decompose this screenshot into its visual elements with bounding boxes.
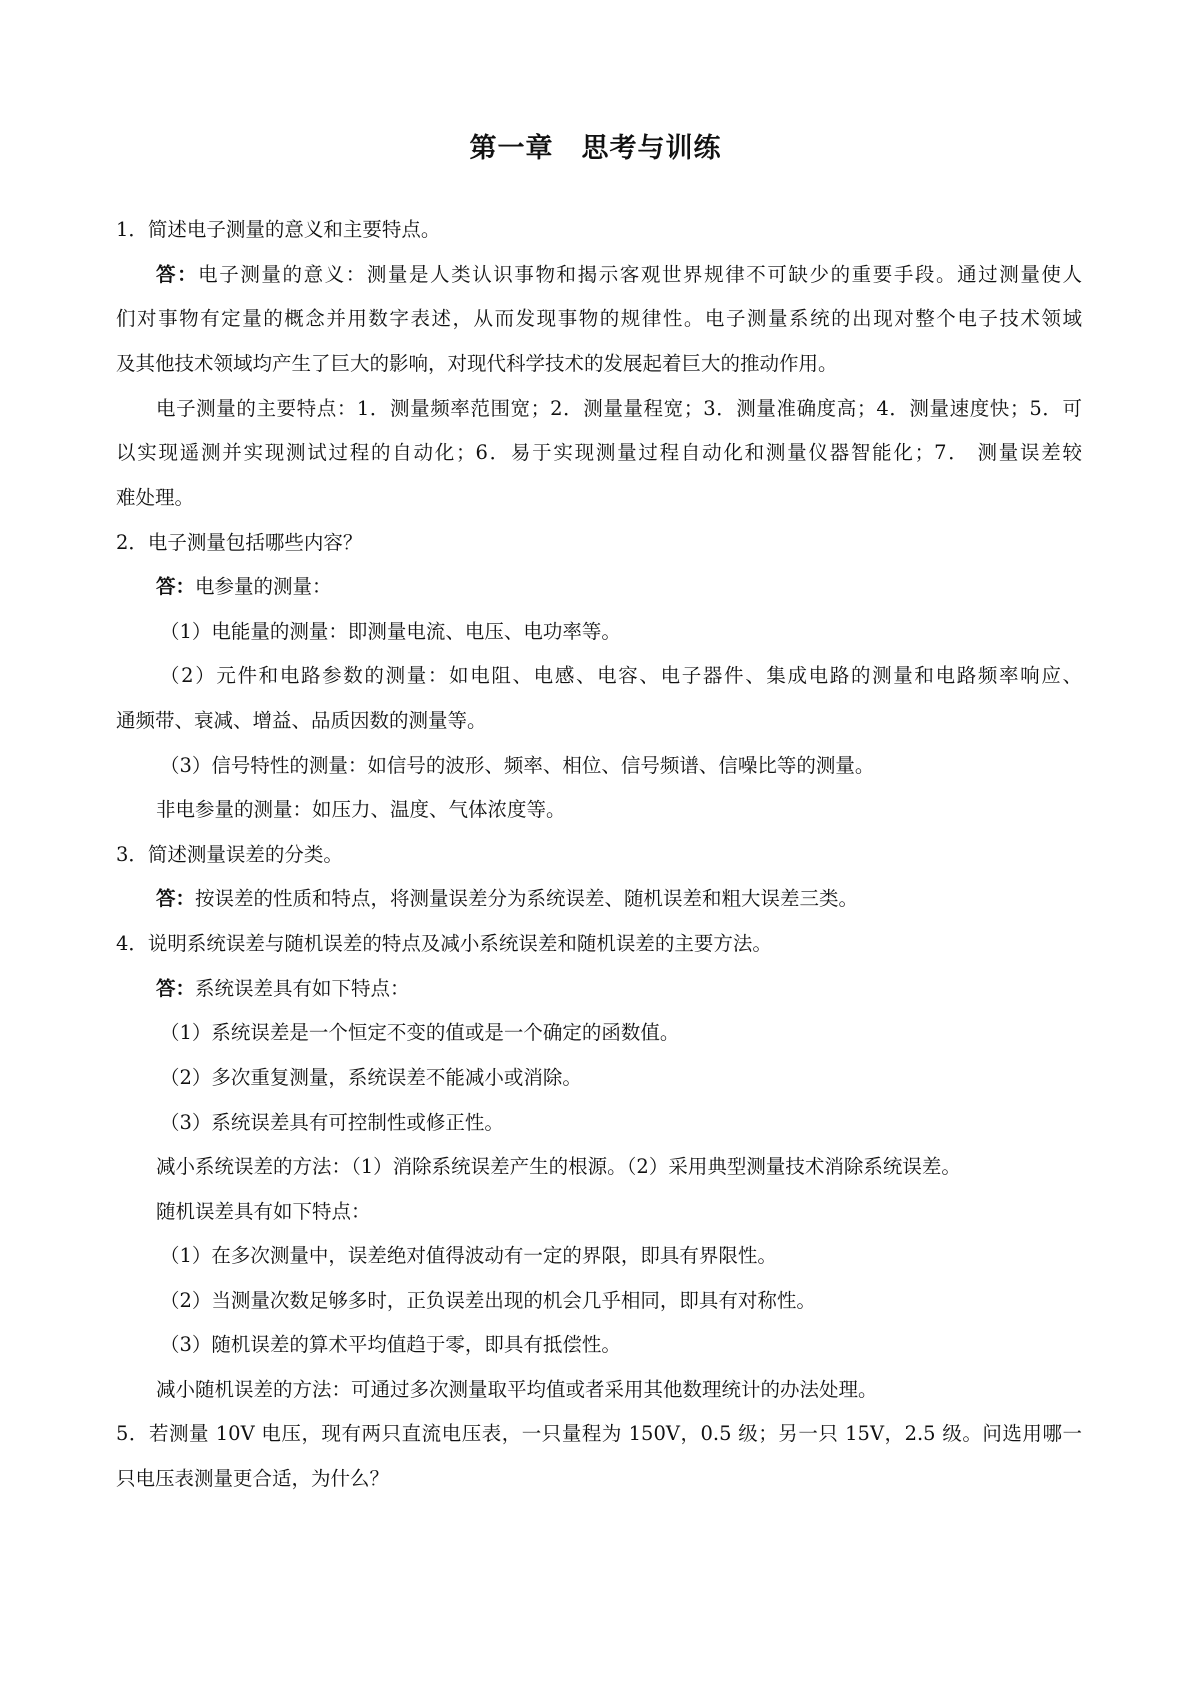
chapter-title: 第一章 思考与训练 (469, 133, 722, 164)
answer-label: 答： (156, 887, 196, 910)
answer-2-item-3: （3）信号特性的测量：如信号的波形、频率、相位、信号频谱、信噪比等的测量。 (160, 754, 875, 777)
answer-2-text: 电参量的测量： (195, 575, 332, 598)
answer-3-text: 按误差的性质和特点，将测量误差分为系统误差、随机误差和粗大误差三类。 (195, 887, 859, 910)
answer-3-line (156, 885, 1082, 913)
answer-2-item-1: （1）电能量的测量：即测量电流、电压、电功率等。 (160, 620, 621, 643)
question-4: 4．说明系统误差与随机误差的特点及减小系统误差和随机误差的主要方法。 (116, 932, 772, 955)
answer-1-line-3: 及其他技术领域均产生了巨大的影响，对现代科学技术的发展起着巨大的推动作用。 (116, 352, 838, 375)
answer-2-item-2-line-1: （2）元件和电路参数的测量：如电阻、电感、电容、电子器件、集成电路的测量和电路频率响应、 (160, 664, 1082, 687)
question-1: 1．简述电子测量的意义和主要特点。 (116, 218, 441, 241)
rand-method: 减小随机误差的方法：可通过多次测量取平均值或者采用其他数理统计的办法处理。 (156, 1378, 878, 1401)
rand-intro: 随机误差具有如下特点： (156, 1200, 371, 1223)
answer-1-line-1 (156, 261, 1082, 289)
features-line-1: 电子测量的主要特点：1．测量频率范围宽；2．测量量程宽；3．测量准确度高；4．测量速度快；5．可 (156, 397, 1082, 420)
answer-label: 答： (156, 575, 196, 598)
answer-4-text: 系统误差具有如下特点： (195, 977, 410, 1000)
answer-1-line-2: 们对事物有定量的概念并用数字表述，从而发现事物的规律性。电子测量系统的出现对整个电子技术领域 (116, 307, 1082, 330)
question-5-line-1: 5．若测量 10V 电压，现有两只直流电压表，一只量程为 150V，0.5 级；另一只 15V，2.5 级。问选用哪一 (116, 1422, 1082, 1445)
sys-feature-3: （3）系统误差具有可控制性或修正性。 (160, 1111, 504, 1134)
answer-1-text: 电子测量的意义：测量是人类认识事物和揭示客观世界规律不可缺少的重要手段。通过测量使人 (198, 263, 1082, 286)
rand-feature-2: （2）当测量次数足够多时，正负误差出现的机会几乎相同，即具有对称性。 (160, 1289, 816, 1312)
question-5-line-2: 只电压表测量更合适，为什么？ (116, 1467, 390, 1490)
question-3: 3．简述测量误差的分类。 (116, 843, 343, 866)
features-line-2: 以实现遥测并实现测试过程的自动化；6．易于实现测量过程自动化和测量仪器智能化；7． 测量误差较 (116, 441, 1082, 464)
answer-label: 答： (156, 263, 199, 286)
rand-feature-3: （3）随机误差的算术平均值趋于零，即具有抵偿性。 (160, 1333, 621, 1356)
features-line-3: 难处理。 (116, 486, 195, 509)
sys-method: 减小系统误差的方法：（1）消除系统误差产生的根源。（2）采用典型测量技术消除系统误差。 (156, 1155, 961, 1178)
answer-label: 答： (156, 977, 196, 1000)
answer-2-line (156, 573, 1082, 601)
sys-feature-2: （2）多次重复测量，系统误差不能减小或消除。 (160, 1066, 582, 1089)
answer-2-nonelectric: 非电参量的测量：如压力、温度、气体浓度等。 (156, 798, 566, 821)
answer-4-line (156, 975, 1082, 1003)
sys-feature-1: （1）系统误差是一个恒定不变的值或是一个确定的函数值。 (160, 1021, 680, 1044)
answer-2-item-2-line-2: 通频带、衰减、增益、品质因数的测量等。 (116, 709, 487, 732)
rand-feature-1: （1）在多次测量中，误差绝对值得波动有一定的界限，即具有界限性。 (160, 1244, 777, 1267)
question-2: 2．电子测量包括哪些内容？ (116, 531, 363, 554)
